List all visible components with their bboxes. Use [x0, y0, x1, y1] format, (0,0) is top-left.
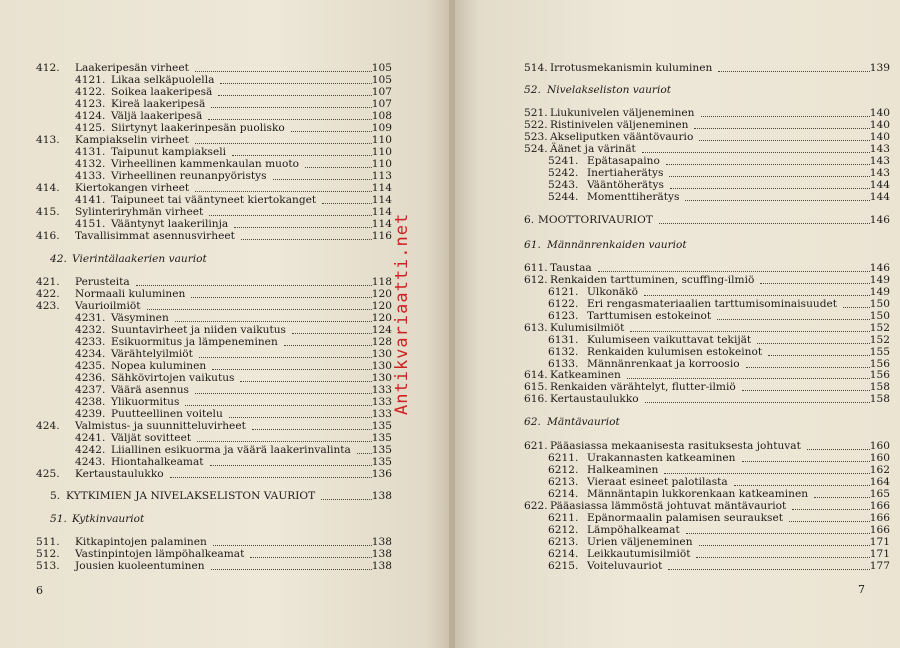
- toc-entry-page: 149: [869, 274, 890, 286]
- toc-entry-page: 130: [371, 360, 392, 372]
- toc-entry-title: Siirtynyt laakerinpesän puolisko: [111, 122, 285, 134]
- toc-entry-title: Väljät sovitteet: [111, 432, 192, 444]
- toc-entry-number: 51.: [50, 513, 67, 525]
- toc-dot-leader: [191, 297, 372, 298]
- toc-entry-page: 107: [371, 86, 392, 98]
- toc-entry-title: Urien väljeneminen: [587, 536, 693, 548]
- toc-entry-number: 6213.: [548, 476, 579, 488]
- toc-entry-page: 120: [371, 300, 392, 312]
- toc-dot-leader: [598, 271, 870, 272]
- book-gutter: [449, 0, 455, 648]
- toc-entry-number: 616.: [524, 393, 548, 405]
- toc-entry-number: 622.: [524, 500, 548, 512]
- toc-entry-title: Taipunut kampiakseli: [111, 146, 226, 158]
- toc-dot-leader: [694, 128, 870, 129]
- toc-dot-leader: [701, 116, 871, 117]
- toc-dot-leader: [209, 215, 372, 216]
- toc-entry-title: Urakannasten katkeaminen: [587, 452, 736, 464]
- toc-entry-title: Taustaa: [550, 262, 592, 274]
- toc-entry-title: Kulumiseen vaikuttavat tekijät: [587, 334, 752, 346]
- toc-entry-title: Akseliputken vääntövaurio: [550, 131, 694, 143]
- toc-entry-title: Renkaiden kulumisen estokeinot: [587, 346, 763, 358]
- toc-dot-leader: [685, 200, 870, 201]
- toc-entry-page: 166: [869, 500, 890, 512]
- toc-entry-title: KYTKIMIEN JA NIVELAKSELISTON VAURIOT: [66, 490, 316, 502]
- toc-entry-number: 6211.: [548, 452, 579, 464]
- toc-entry-number: 6214.: [548, 548, 579, 560]
- right-folio: 7: [858, 583, 865, 596]
- toc-dot-leader: [322, 203, 372, 204]
- toc-dot-leader: [699, 140, 870, 141]
- toc-entry-title: Vieraat esineet palotilasta: [587, 476, 728, 488]
- toc-entry-page: 110: [371, 146, 392, 158]
- toc-entry-number: 421.: [36, 276, 60, 288]
- toc-entry-page: 152: [869, 334, 890, 346]
- toc-entry-page: 155: [869, 346, 890, 358]
- toc-entry-title: Liiallinen esikuorma ja väärä laakerinvalinta: [111, 444, 351, 456]
- toc-entry-number: 414.: [36, 182, 60, 194]
- toc-entry-title: Kertaustaulukko: [550, 393, 639, 405]
- toc-entry-number: 4238.: [75, 396, 106, 408]
- toc-dot-leader: [686, 533, 870, 534]
- toc-entry-page: 144: [869, 191, 890, 203]
- toc-entry-number: 5242.: [548, 167, 579, 179]
- toc-entry-page: 120: [371, 312, 392, 324]
- toc-dot-leader: [630, 331, 870, 332]
- toc-entry-number: 424.: [36, 420, 60, 432]
- toc-entry-page: 128: [371, 336, 392, 348]
- toc-entry-number: 614.: [524, 369, 548, 381]
- toc-entry-title: Kitkapintojen palaminen: [75, 536, 207, 548]
- toc-entry-number: 42.: [50, 253, 67, 265]
- toc-dot-leader: [273, 179, 372, 180]
- toc-entry-title: Epänormaalin palamisen seuraukset: [587, 512, 783, 524]
- toc-entry-number: 4237.: [75, 384, 106, 396]
- toc-entry-page: 138: [371, 536, 392, 548]
- toc-dot-leader: [234, 227, 372, 228]
- toc-entry-number: 621.: [524, 440, 548, 452]
- toc-entry-number: 6.: [524, 214, 535, 226]
- toc-entry-title: Vääntynyt laakerilinja: [111, 218, 229, 230]
- toc-entry-number: 4132.: [75, 158, 106, 170]
- toc-dot-leader: [210, 465, 372, 466]
- toc-entry-title: Vaurioilmiöt: [75, 300, 141, 312]
- toc-entry-title: Sylinteriryhmän virheet: [75, 206, 204, 218]
- toc-section-title: Männänrenkaiden vauriot: [547, 239, 687, 251]
- toc-entry-number: 5241.: [548, 155, 579, 167]
- toc-entry-page: 160: [869, 452, 890, 464]
- toc-entry-number: 4141.: [75, 194, 106, 206]
- toc-entry-page: 152: [869, 322, 890, 334]
- toc-dot-leader: [357, 453, 372, 454]
- toc-dot-leader: [717, 319, 870, 320]
- toc-entry-number: 4122.: [75, 86, 106, 98]
- toc-entry-page: 149: [869, 286, 890, 298]
- toc-entry-number: 6133.: [548, 358, 579, 370]
- toc-entry-title: Kulumisilmiöt: [550, 322, 625, 334]
- toc-entry-page: 136: [371, 468, 392, 480]
- toc-entry-number: 4243.: [75, 456, 106, 468]
- toc-entry-title: Pääasiassa mekaanisesta rasituksesta johtuvat: [550, 440, 801, 452]
- toc-entry-number: 4239.: [75, 408, 106, 420]
- toc-entry-page: 138: [371, 490, 392, 502]
- toc-entry-page: 107: [371, 98, 392, 110]
- toc-dot-leader: [699, 545, 870, 546]
- toc-entry-page: 146: [869, 214, 890, 226]
- toc-dot-leader: [195, 191, 372, 192]
- toc-entry-page: 165: [869, 488, 890, 500]
- toc-dot-leader: [232, 155, 372, 156]
- toc-section-title: Mäntävauriot: [547, 416, 620, 428]
- toc-entry-number: 4234.: [75, 348, 106, 360]
- toc-dot-leader: [305, 167, 372, 168]
- toc-dot-leader: [220, 83, 372, 84]
- toc-entry-page: 114: [371, 182, 392, 194]
- toc-dot-leader: [250, 557, 372, 558]
- toc-dot-leader: [211, 569, 372, 570]
- toc-entry-title: Epätasapaino: [587, 155, 660, 167]
- toc-entry-title: Väärä asennus: [111, 384, 189, 396]
- toc-dot-leader: [644, 295, 870, 296]
- toc-entry-title: Kiertokangen virheet: [75, 182, 190, 194]
- toc-dot-leader: [760, 283, 870, 284]
- toc-entry-title: Leikkautumisilmiöt: [587, 548, 691, 560]
- toc-entry-title: Väljä laakeripesä: [111, 110, 203, 122]
- toc-entry-number: 4241.: [75, 432, 106, 444]
- toc-entry-title: Jousien kuoleentuminen: [75, 560, 205, 572]
- toc-entry-page: 138: [371, 560, 392, 572]
- toc-section-title: Kytkinvauriot: [72, 513, 145, 525]
- toc-entry-number: 52.: [524, 84, 541, 96]
- toc-entry-page: 140: [869, 131, 890, 143]
- toc-dot-leader: [291, 131, 372, 132]
- toc-entry-page: 135: [371, 432, 392, 444]
- toc-entry-page: 135: [371, 456, 392, 468]
- toc-entry-title: Katkeaminen: [550, 369, 621, 381]
- toc-entry-number: 5.: [50, 490, 61, 502]
- toc-entry-page: 133: [371, 408, 392, 420]
- toc-dot-leader: [746, 367, 870, 368]
- toc-entry-title: Virheellinen kammenkaulan muoto: [111, 158, 299, 170]
- toc-dot-leader: [284, 345, 372, 346]
- toc-entry-number: 4123.: [75, 98, 106, 110]
- toc-entry-title: Taipuneet tai vääntyneet kiertokanget: [111, 194, 317, 206]
- watermark-text: Antikvariaatti.net: [392, 212, 412, 415]
- toc-entry-page: 114: [371, 206, 392, 218]
- toc-entry-page: 166: [869, 524, 890, 536]
- toc-entry-page: 105: [371, 74, 392, 86]
- toc-entry-page: 177: [869, 560, 890, 572]
- toc-entry-number: 4121.: [75, 74, 106, 86]
- toc-entry-title: Momenttiherätys: [587, 191, 680, 203]
- toc-section-title: Nivelakseliston vauriot: [547, 84, 671, 96]
- toc-entry-page: 158: [869, 393, 890, 405]
- toc-entry-number: 514.: [524, 62, 548, 74]
- toc-entry-number: 4232.: [75, 324, 106, 336]
- toc-entry-page: 133: [371, 384, 392, 396]
- toc-entry-number: 513.: [36, 560, 60, 572]
- toc-entry-page: 160: [869, 440, 890, 452]
- toc-entry-page: 156: [869, 369, 890, 381]
- toc-entry-number: 523.: [524, 131, 548, 143]
- toc-entry-page: 118: [371, 276, 392, 288]
- toc-dot-leader: [807, 449, 870, 450]
- toc-entry-title: Tarttumisen estokeinot: [587, 310, 712, 322]
- toc-entry-title: Soikea laakeripesä: [111, 86, 213, 98]
- toc-entry-title: Liukunivelen väljeneminen: [550, 107, 695, 119]
- toc-entry-page: 114: [371, 194, 392, 206]
- toc-dot-leader: [136, 285, 372, 286]
- toc-entry-number: 524.: [524, 143, 548, 155]
- toc-dot-leader: [229, 417, 372, 418]
- toc-entry-number: 6213.: [548, 536, 579, 548]
- toc-entry-page: 116: [371, 230, 392, 242]
- toc-entry-title: Puutteellinen voitelu: [111, 408, 223, 420]
- toc-dot-leader: [195, 393, 372, 394]
- toc-entry-page: 135: [371, 444, 392, 456]
- toc-entry-title: Sähkövirtojen vaikutus: [111, 372, 235, 384]
- toc-entry-title: Esikuormitus ja lämpeneminen: [111, 336, 278, 348]
- toc-dot-leader: [195, 71, 372, 72]
- toc-dot-leader: [199, 357, 372, 358]
- toc-entry-number: 423.: [36, 300, 60, 312]
- toc-entry-title: Renkaiden tarttuminen, scuffing-ilmiö: [550, 274, 755, 286]
- toc-dot-leader: [734, 485, 870, 486]
- toc-entry-title: Renkaiden värähtelyt, flutter-ilmiö: [550, 381, 736, 393]
- toc-entry-number: 6123.: [548, 310, 579, 322]
- toc-entry-page: 150: [869, 298, 890, 310]
- toc-dot-leader: [212, 369, 372, 370]
- toc-entry-page: 146: [869, 262, 890, 274]
- toc-entry-number: 613.: [524, 322, 548, 334]
- toc-entry-page: 105: [371, 62, 392, 74]
- toc-entry-page: 171: [869, 536, 890, 548]
- toc-entry-title: Eri rengasmateriaalien tarttumisominaisuudet: [587, 298, 838, 310]
- toc-entry-title: Valmistus- ja suunnitteluvirheet: [75, 420, 246, 432]
- toc-entry-number: 6131.: [548, 334, 579, 346]
- toc-entry-page: 144: [869, 179, 890, 191]
- toc-dot-leader: [670, 188, 870, 189]
- toc-entry-title: Irrotusmekanismin kuluminen: [550, 62, 713, 74]
- toc-entry-number: 4131.: [75, 146, 106, 158]
- toc-entry-page: 124: [371, 324, 392, 336]
- toc-entry-number: 6132.: [548, 346, 579, 358]
- toc-entry-number: 415.: [36, 206, 60, 218]
- toc-entry-title: Männäntapin lukkorenkaan katkeaminen: [587, 488, 809, 500]
- toc-entry-title: Normaali kuluminen: [75, 288, 186, 300]
- toc-dot-leader: [757, 343, 870, 344]
- toc-dot-leader: [742, 390, 870, 391]
- toc-entry-title: Ristinivelen väljeneminen: [550, 119, 689, 131]
- toc-entry-number: 6212.: [548, 464, 579, 476]
- toc-entry-number: 6212.: [548, 524, 579, 536]
- toc-entry-title: Ulkonäkö: [587, 286, 639, 298]
- toc-entry-title: Perusteita: [75, 276, 130, 288]
- toc-entry-number: 4125.: [75, 122, 106, 134]
- toc-entry-title: Männänrenkaat ja korroosio: [587, 358, 740, 370]
- toc-entry-number: 422.: [36, 288, 60, 300]
- toc-entry-number: 6122.: [548, 298, 579, 310]
- toc-entry-page: 139: [869, 62, 890, 74]
- toc-dot-leader: [645, 402, 870, 403]
- toc-entry-title: Kertaustaulukko: [75, 468, 164, 480]
- toc-entry-page: 113: [371, 170, 392, 182]
- toc-entry-number: 4242.: [75, 444, 106, 456]
- toc-entry-page: 143: [869, 167, 890, 179]
- toc-dot-leader: [668, 569, 870, 570]
- toc-dot-leader: [147, 309, 373, 310]
- toc-entry-title: Voiteluvauriot: [587, 560, 663, 572]
- toc-entry-number: 6121.: [548, 286, 579, 298]
- toc-entry-number: 4233.: [75, 336, 106, 348]
- toc-entry-page: 110: [371, 158, 392, 170]
- toc-dot-leader: [208, 119, 372, 120]
- toc-dot-leader: [642, 152, 870, 153]
- toc-entry-number: 6215.: [548, 560, 579, 572]
- toc-entry-title: Likaa selkäpuolella: [111, 74, 215, 86]
- toc-entry-page: 156: [869, 358, 890, 370]
- toc-entry-page: 166: [869, 512, 890, 524]
- toc-entry-title: Vääntöherätys: [587, 179, 664, 191]
- toc-entry-number: 4151.: [75, 218, 106, 230]
- toc-dot-leader: [240, 381, 372, 382]
- toc-entry-page: 133: [371, 396, 392, 408]
- toc-entry-page: 150: [869, 310, 890, 322]
- toc-entry-number: 413.: [36, 134, 60, 146]
- toc-entry-title: Kireä laakeripesä: [111, 98, 206, 110]
- toc-entry-number: 521.: [524, 107, 548, 119]
- toc-entry-number: 61.: [524, 239, 541, 251]
- toc-entry-title: Kampiakselin virheet: [75, 134, 189, 146]
- toc-entry-number: 6211.: [548, 512, 579, 524]
- toc-entry-page: 140: [869, 119, 890, 131]
- toc-section-title: Vierintälaakerien vauriot: [72, 253, 207, 265]
- toc-entry-number: 511.: [36, 536, 60, 548]
- toc-entry-title: Lämpöhalkeamat: [587, 524, 680, 536]
- toc-entry-number: 412.: [36, 62, 60, 74]
- toc-dot-leader: [659, 223, 870, 224]
- toc-dot-leader: [843, 307, 870, 308]
- toc-entry-number: 4231.: [75, 312, 106, 324]
- toc-dot-leader: [742, 461, 870, 462]
- toc-dot-leader: [197, 441, 372, 442]
- toc-entry-page: 158: [869, 381, 890, 393]
- toc-dot-leader: [789, 521, 870, 522]
- toc-entry-title: Halkeaminen: [587, 464, 659, 476]
- toc-entry-title: Tavallisimmat asennusvirheet: [75, 230, 235, 242]
- toc-dot-leader: [170, 477, 372, 478]
- toc-entry-page: 130: [371, 348, 392, 360]
- toc-entry-number: 6214.: [548, 488, 579, 500]
- toc-dot-leader: [627, 378, 870, 379]
- toc-entry-number: 5243.: [548, 179, 579, 191]
- toc-dot-leader: [252, 429, 372, 430]
- toc-entry-title: Suuntavirheet ja niiden vaikutus: [111, 324, 286, 336]
- toc-entry-title: Nopea kuluminen: [111, 360, 207, 372]
- toc-dot-leader: [664, 473, 870, 474]
- toc-dot-leader: [814, 497, 870, 498]
- toc-dot-leader: [718, 71, 870, 72]
- toc-entry-page: 120: [371, 288, 392, 300]
- toc-entry-title: Laakeripesän virheet: [75, 62, 189, 74]
- left-folio: 6: [36, 584, 43, 597]
- toc-entry-number: 62.: [524, 416, 541, 428]
- toc-entry-title: Äänet ja värinät: [550, 143, 636, 155]
- toc-dot-leader: [218, 95, 372, 96]
- toc-dot-leader: [213, 545, 372, 546]
- toc-entry-title: Virheellinen reunanpyöristys: [111, 170, 267, 182]
- toc-entry-number: 5244.: [548, 191, 579, 203]
- toc-entry-number: 4236.: [75, 372, 106, 384]
- toc-dot-leader: [185, 405, 372, 406]
- toc-dot-leader: [195, 143, 372, 144]
- toc-entry-title: Värähtelyilmiöt: [111, 348, 193, 360]
- toc-entry-number: 4124.: [75, 110, 106, 122]
- toc-dot-leader: [669, 176, 870, 177]
- toc-dot-leader: [768, 355, 870, 356]
- toc-entry-title: Ylikuormitus: [111, 396, 180, 408]
- toc-entry-number: 522.: [524, 119, 548, 131]
- toc-entry-number: 425.: [36, 468, 60, 480]
- toc-dot-leader: [696, 557, 870, 558]
- toc-entry-title: Vastinpintojen lämpöhalkeamat: [75, 548, 245, 560]
- toc-entry-page: 110: [371, 134, 392, 146]
- toc-entry-title: Väsyminen: [111, 312, 169, 324]
- toc-entry-number: 416.: [36, 230, 60, 242]
- toc-dot-leader: [175, 321, 372, 322]
- toc-dot-leader: [292, 333, 372, 334]
- toc-entry-number: 4235.: [75, 360, 106, 372]
- toc-entry-title: Pääasiassa lämmöstä johtuvat mäntävauriot: [550, 500, 787, 512]
- toc-dot-leader: [211, 107, 372, 108]
- toc-entry-page: 130: [371, 372, 392, 384]
- toc-dot-leader: [241, 239, 372, 240]
- toc-entry-page: 143: [869, 155, 890, 167]
- right-page: [452, 0, 900, 648]
- toc-entry-page: 114: [371, 218, 392, 230]
- toc-entry-title: Hiontahalkeamat: [111, 456, 204, 468]
- toc-entry-page: 135: [371, 420, 392, 432]
- toc-entry-page: 143: [869, 143, 890, 155]
- toc-entry-page: 138: [371, 548, 392, 560]
- toc-entry-page: 109: [371, 122, 392, 134]
- toc-entry-number: 611.: [524, 262, 548, 274]
- toc-dot-leader: [666, 164, 870, 165]
- toc-entry-title: MOOTTORIVAURIOT: [538, 214, 653, 226]
- toc-entry-page: 108: [371, 110, 392, 122]
- toc-entry-page: 164: [869, 476, 890, 488]
- toc-entry-page: 140: [869, 107, 890, 119]
- toc-dot-leader: [792, 509, 870, 510]
- toc-entry-number: 4133.: [75, 170, 106, 182]
- toc-entry-title: Inertiaherätys: [587, 167, 664, 179]
- toc-entry-page: 162: [869, 464, 890, 476]
- toc-entry-number: 612.: [524, 274, 548, 286]
- toc-dot-leader: [321, 499, 372, 500]
- toc-entry-number: 512.: [36, 548, 60, 560]
- toc-entry-page: 171: [869, 548, 890, 560]
- toc-entry-number: 615.: [524, 381, 548, 393]
